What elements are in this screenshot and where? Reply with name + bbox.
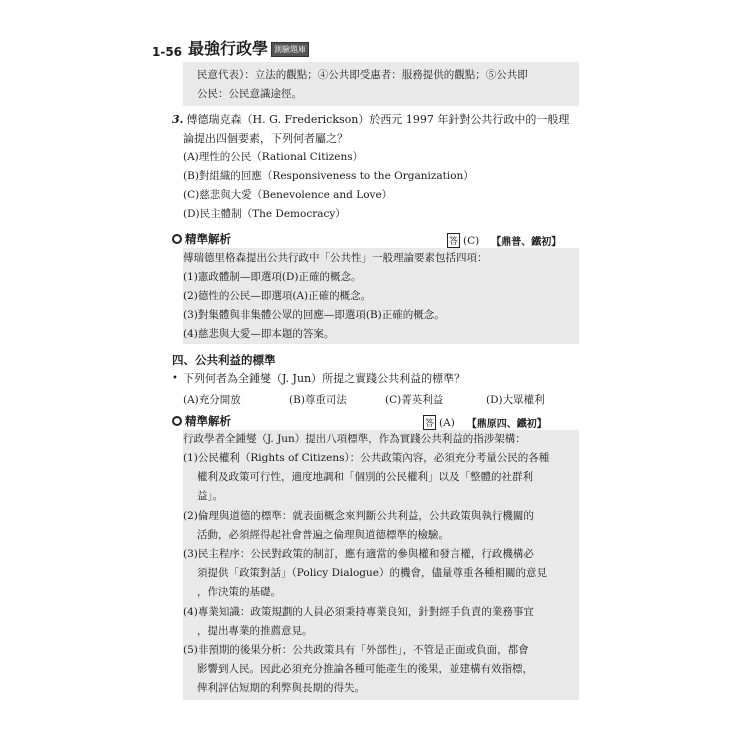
answer-value: (A) [439,416,455,429]
analysis-line: ，作決策的基礎。 [197,586,281,598]
option-item: (D)民主體制（The Democracy） [183,208,346,220]
option-item: (B)對組織的回應（Responsiveness to the Organization） [183,170,474,182]
answer-mark: 答 [447,233,460,248]
analysis-header [172,413,231,429]
analysis-header [172,231,231,247]
answer-line [447,233,561,248]
page-header [152,36,309,59]
analysis-line: (4)專業知識：政策規劃的人員必須秉持專業良知，針對經手負責的業務事宜 [183,606,534,618]
page-number: 1-56 [152,45,183,59]
analysis-line: (1)憲政體制—即選項(D)正確的概念。 [183,271,362,283]
top-box-line: 公民：公民意識途徑。 [197,88,302,100]
question-3-stem-cont: 論提出四個要素，下列何者屬之？ [183,132,348,145]
answer-value: (C) [463,234,480,247]
analysis-label: 精準解析 [185,232,231,246]
analysis-line: (2)德性的公民—即選項(A)正確的概念。 [183,290,372,302]
option-item: (D)大眾權利 [486,394,545,406]
analysis-line: 權利及政策可行性，適度地調和「個別的公民權利」以及「整體的社群利 [197,471,533,483]
analysis-line: 傅瑞德里格森提出公共行政中「公共性」一般理論要素包括四項： [183,252,488,264]
analysis-line: ，提出專業的推薦意見。 [197,625,313,637]
question-4-stem: 下列何者為全鍾燮（J. Jun）所提之實踐公共利益的標準？ [183,372,466,385]
analysis-line: 益」。 [197,490,224,502]
answer-source: 【鼎普、鐵初】 [491,237,562,248]
magnifier-icon [172,234,182,244]
option-item: (A)理性的公民（Rational Citizens） [183,151,364,163]
analysis-line: (4)慈悲與大愛—即本題的答案。 [183,328,335,340]
analysis-line: 影響到人民。因此必須充分推論各種可能產生的後果，並建構有效指標， [197,663,533,675]
analysis-line: 活動，必須經得起社會普遍之倫理與道德標準的檢驗。 [197,529,449,541]
analysis-line: (2)倫理與道德的標準：就表面概念來判斷公共利益，公共政策與執行機關的 [183,510,534,522]
option-item: (C)慈悲與大愛（Benevolence and Love） [183,189,393,201]
answer-mark: 答 [423,415,436,430]
title-badge: 測驗題庫 [271,42,309,57]
question-number: 3. [172,113,184,126]
analysis-line: 俾利評估短期的利弊與長期的得失。 [197,682,365,694]
book-title: 最強行政學 [188,39,269,58]
answer-source: 【鼎原四、鐵初】 [466,419,547,430]
option-item: (B)尊重司法 [289,394,347,406]
analysis-line: (1)公民權利（Rights of Citizens）：公共政策內容，必須充分考量公民的各種 [183,452,550,464]
option-item: (A)充分開放 [183,394,241,406]
top-box-line: 民意代表）：立法的觀點；④公共即受惠者：服務提供的觀點；⑤公共即 [197,69,528,81]
analysis-line: (3)對集體與非集體公眾的回應—即選項(B)正確的概念。 [183,309,445,321]
option-item: (C)菁英利益 [385,394,444,406]
question-3-stem: 3. 傅德瑞克森（H. G. Frederickson）於西元 1997 年針對公共行政中的一般理 [172,113,570,126]
analysis-line: (3)民主程序：公民對政策的制訂，應有適當的參與權和發言權，行政機構必 [183,548,534,560]
analysis-line: 行政學者全鍾燮（J. Jun）提出八項標準，作為實踐公共利益的指涉架構： [183,433,526,445]
magnifier-icon [172,416,182,426]
analysis-line: 須提供「政策對話」（Policy Dialogue）的機會，儘量尊重各種相關的意見 [197,567,547,579]
question-bullet: • [172,373,178,384]
section-heading: 四、公共利益的標準 [172,353,276,367]
answer-line [423,415,547,430]
analysis-line: (5)非預期的後果分析：公共政策具有「外部性」，不管是正面或負面，都會 [183,644,529,656]
analysis-label: 精準解析 [185,414,231,428]
